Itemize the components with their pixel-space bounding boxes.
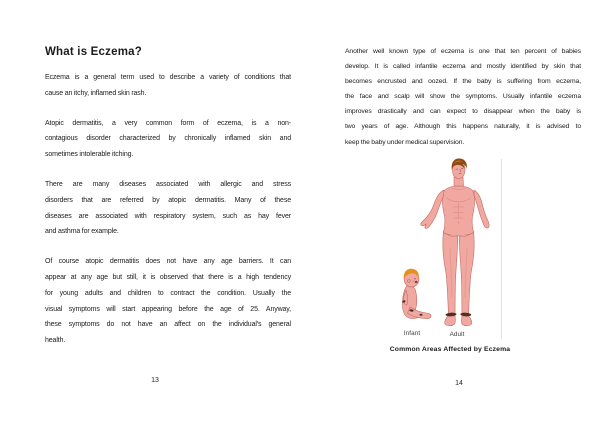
- text-line: Eczema is a general term used to describe a variety of conditions that: [45, 74, 291, 81]
- eczema-figure: [388, 157, 534, 341]
- text-line: these symptoms do not have an affect on the individual's general: [45, 321, 291, 329]
- paragraph: [45, 177, 291, 240]
- eczema-body-illustration: [388, 157, 534, 341]
- infant-figure: [402, 269, 431, 319]
- text-line: becomes encrusted and oozed. If the baby is suffering from eczema,: [345, 78, 581, 86]
- text-line: health.: [45, 337, 66, 345]
- text-line: keep the baby under medical supervision.: [345, 138, 465, 146]
- text-line: appear at any age but still, it is observed that there is a high tendency: [45, 273, 291, 281]
- text-line: develop. It is called infantile eczema and mostly identified by skin that: [345, 63, 581, 71]
- text-line: visual symptoms will start appearing before the age of 25. Anyway,: [45, 305, 291, 313]
- text-line: for young adults and children to contract the condition. Usually the: [45, 289, 291, 297]
- page-title: What is Eczema?: [45, 46, 142, 58]
- text-line: disorders that are referred by atopic dermatitis. Many of these: [45, 196, 291, 204]
- figure-label-adult: Adult: [449, 331, 465, 338]
- text-line: cause an itchy, inflamed skin rash.: [45, 89, 147, 97]
- text-line: Another well known type of eczema is one that ten percent of babies: [345, 48, 581, 55]
- text-line: contagious disorder characterized by chronically inflamed skin and: [45, 135, 291, 143]
- figure-label-infant: Infant: [403, 330, 421, 337]
- text-line: Of course atopic dermatitis does not have any age barriers. It can: [45, 258, 291, 266]
- text-line: and asthma for example.: [45, 228, 119, 236]
- left-page-paragraphs: [45, 70, 291, 363]
- paragraph: [45, 254, 291, 349]
- adult-figure: [421, 159, 490, 326]
- page-number-right: 14: [455, 380, 463, 387]
- text-line: improves drastically and can expect to disappear when the baby is: [345, 108, 581, 116]
- right-page-paragraphs: [345, 44, 581, 164]
- text-line: Atopic dermatitis, a very common form of eczema, is a non-: [45, 119, 291, 127]
- paragraph: [45, 70, 291, 102]
- page-number-left: 13: [151, 377, 159, 384]
- paragraph: [45, 116, 291, 163]
- figure-caption: Common Areas Affected by Eczema: [389, 346, 511, 353]
- text-line: There are many diseases associated with allergic and stress: [45, 180, 291, 188]
- text-line: sometimes intolerable itching.: [45, 151, 134, 159]
- text-line: two years of age. Although this happens naturally, it is advised to: [345, 123, 581, 131]
- paragraph: [345, 44, 581, 150]
- text-line: the face and scalp will show the symptoms. Usually infantile eczema: [345, 93, 581, 101]
- text-line: diseases are associated with respiratory system, such as hay fever: [45, 212, 291, 220]
